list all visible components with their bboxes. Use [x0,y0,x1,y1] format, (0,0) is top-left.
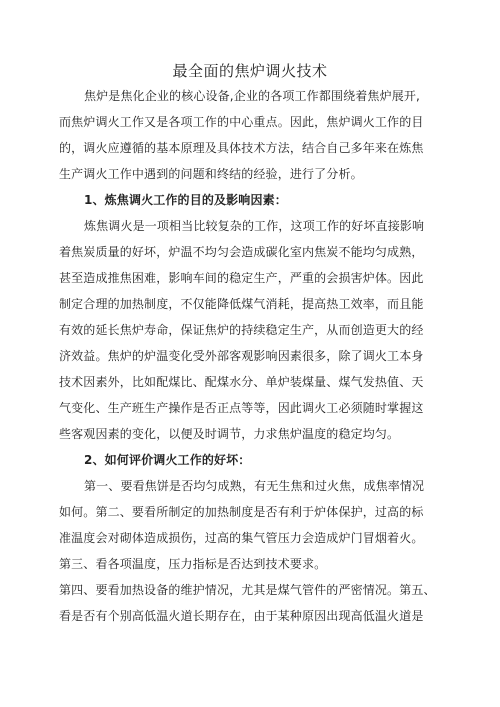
text-line: 着焦炭质量的好坏，炉温不均匀会造成碳化室内焦炭不能均匀成熟， [59,245,424,259]
text-line: 技术因素外，比如配煤比、配煤水分、单炉装煤量、煤气发热值、天 [59,375,424,389]
text-line: 准温度会对砌体造成损伤，过高的集气管压力会造成炉门冒烟着火。 [59,531,424,545]
text-line: 生产调火工作中遇到的问题和终结的经验，进行了分析。 [59,167,363,181]
text-line: 的，调火应遵循的基本原理及具体技术方法，结合自己多年来在炼焦 [59,141,424,155]
document-title: 最全面的焦炉调火技术 [172,62,328,80]
text-line: 气变化、生产班生产操作是否正点等等，因此调火工必须随时掌握这 [59,401,424,415]
text-line: 第一、要看焦饼是否均匀成熟，有无生焦和过火焦，成焦率情况 [84,479,425,493]
text-line: 看是否有个别高低温火道长期存在，由于某种原因出现高低温火道是 [59,609,424,623]
text-line: 如何。第二、要看所制定的加热制度是否有利于炉体保护，过高的标 [59,505,424,519]
section-heading: 2、如何评价调火工作的好坏： [84,453,251,467]
text-line: 焦炉是焦化企业的核心设备,企业的各项工作都围绕着焦炉展开, [84,89,420,103]
text-line: 制定合理的加热制度，不仅能降低煤气消耗，提高热工效率，而且能 [59,297,424,311]
text-line: 济效益。焦炉的炉温变化受外部客观影响因素很多，除了调火工本身 [59,349,424,363]
text-line: 有效的延长焦炉寿命，保证焦炉的持续稳定生产，从而创造更大的经 [59,323,424,337]
section-heading: 1、炼焦调火工作的目的及影响因素： [84,193,287,207]
text-line: 些客观因素的变化，以便及时调节，力求焦炉温度的稳定均匀。 [59,427,400,441]
text-line: 第四、要看加热设备的维护情况，尤其是煤气管件的严密情况。第五、 [59,583,436,597]
text-line: 而焦炉调火工作又是各项工作的中心重点。因此，焦炉调火工作的目 [59,115,424,129]
text-line: 第三、看各项温度，压力指标是否达到技术要求。 [59,557,327,571]
text-line: 炼焦调火是一项相当比较复杂的工作，这项工作的好坏直接影响 [84,219,425,233]
text-line: 甚至造成推焦困难，影响车间的稳定生产，严重的会损害炉体。因此 [59,271,424,285]
